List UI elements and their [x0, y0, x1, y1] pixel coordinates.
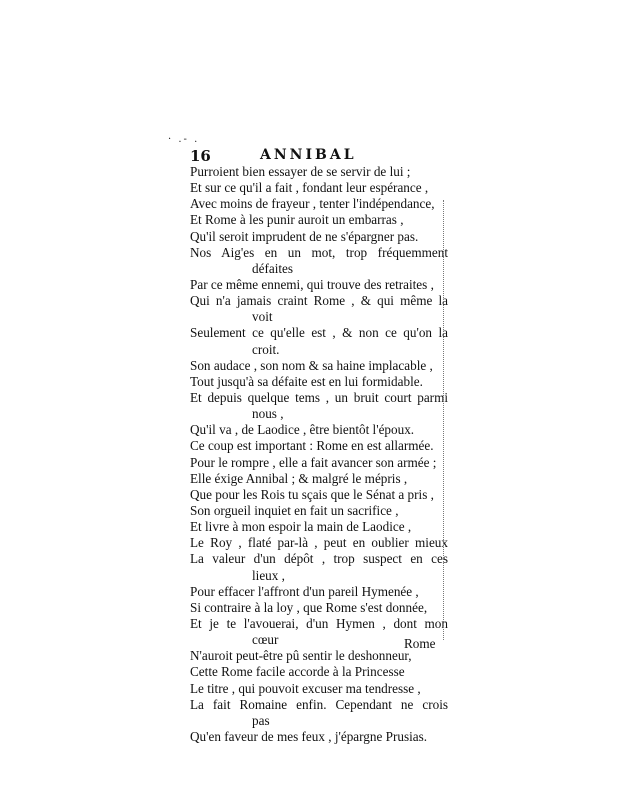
verse-line: Pour le rompre , elle a fait avancer son armée ; [190, 454, 437, 470]
verse-line: N'auroit peut-être pû sentir le deshonneur, [190, 648, 412, 664]
verse-line: Qui n'a jamais craint Rome , & qui même la [190, 293, 448, 309]
verse-line: Avec moins de frayeur , tenter l'indépendance, [190, 196, 435, 212]
verse-line-continuation: cœur [252, 632, 279, 648]
page-number: 16 [190, 147, 211, 165]
verse-line-continuation: pas [252, 712, 270, 728]
verse-line-continuation: croit. [252, 341, 280, 357]
verse-line: Son orgueil inquiet en fait un sacrifice , [190, 502, 399, 518]
verse-line: Elle éxige Annibal ; & malgré le mépris , [190, 470, 408, 486]
verse-line: Le titre , qui pouvoit excuser ma tendresse , [190, 680, 421, 696]
verse-line: Qu'en faveur de mes feux , j'épargne Prusias. [190, 728, 428, 744]
verse-line: Et Rome à les punir auroit un embarras , [190, 212, 404, 228]
running-title: ANNIBAL [260, 147, 357, 163]
verse-line: La fait Romaine enfin. Cependant ne crois [190, 696, 448, 712]
stray-mark: · .- . [168, 134, 200, 145]
verse-line: Ce coup est important : Rome en est allarmée. [190, 438, 434, 454]
verse-line: Et depuis quelque tems , un bruit court parmi [190, 389, 448, 405]
verse-line: Que pour les Rois tu sçais que le Sénat a pris , [190, 486, 434, 502]
verse-line: Et je te l'avouerai, d'un Hymen , dont mon [190, 615, 448, 631]
verse-line: Qu'il va , de Laodice , être bientôt l'époux. [190, 422, 415, 438]
margin-dotted-rule [443, 200, 445, 640]
verse-line: Si contraire à la loy , que Rome s'est donnée, [190, 599, 428, 615]
verse-line: Qu'il seroit imprudent de ne s'épargner pas. [190, 228, 419, 244]
verse-line: Le Roy , flaté par-là , peut en oublier mieux [190, 535, 448, 551]
verse-line: Nos Aig'es en un mot, trop fréquemment [190, 244, 448, 260]
verse-text [190, 164, 450, 745]
verse-line: Tout jusqu'à sa défaite est en lui formidable. [190, 373, 423, 389]
catchword: Rome [404, 636, 436, 651]
verse-line: Seulement ce qu'elle est , & non ce qu'on la [190, 325, 448, 341]
verse-line: La valeur d'un dépôt , trop suspect en ces [190, 551, 448, 567]
verse-line-continuation: nous , [252, 406, 284, 422]
verse-line: Par ce même ennemi, qui trouve des retraites , [190, 276, 434, 292]
verse-line: Purroient bien essayer de se servir de lui ; [190, 164, 411, 179]
verse-line-continuation: lieux , [252, 567, 285, 583]
verse-line-continuation: défaites [252, 260, 294, 276]
verse-line: Cette Rome facile accorde à la Princesse [190, 664, 405, 680]
verse-line: Son audace , son nom & sa haine implacable , [190, 357, 433, 373]
page-header [190, 147, 450, 165]
verse-line: Pour effacer l'affront d'un pareil Hymenée , [190, 583, 419, 599]
verse-line-continuation: voit [252, 309, 273, 325]
verse-line: Et livre à mon espoir la main de Laodice , [190, 519, 412, 535]
verse-line: Et sur ce qu'il a fait , fondant leur espérance , [190, 180, 429, 196]
